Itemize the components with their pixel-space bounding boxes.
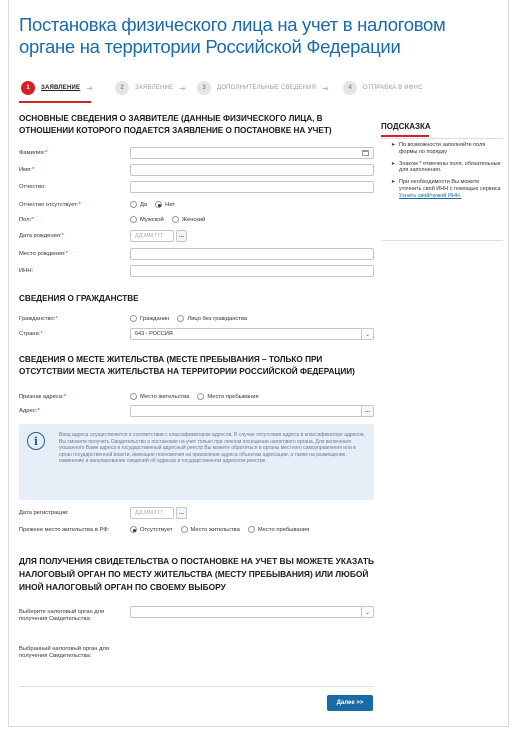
page-container — [8, 0, 509, 727]
radio-prev-stay[interactable] — [248, 526, 255, 533]
step-3[interactable] — [197, 78, 329, 98]
hint-title-underline — [381, 135, 429, 137]
chosen-office-label: Выбранный налоговый орган для получения Свидетельства: — [19, 646, 109, 659]
prev-place-row — [19, 524, 369, 538]
chevron-down-icon[interactable]: ⌄ — [361, 607, 373, 617]
divider — [19, 686, 374, 687]
name-input[interactable] — [130, 164, 374, 176]
no-patronymic-yes-option[interactable]: Да — [130, 201, 147, 208]
patronymic-input[interactable] — [130, 181, 374, 193]
inn-input[interactable] — [130, 265, 374, 277]
radio-stay[interactable] — [197, 393, 204, 400]
birthplace-row — [19, 248, 369, 262]
surname-row — [19, 147, 369, 161]
reg-date-picker-button[interactable]: ... — [176, 507, 187, 519]
step-number: 2 — [115, 81, 129, 95]
section-residence-heading: СВЕДЕНИЯ О МЕСТЕ ЖИТЕЛЬСТВА (МЕСТЕ ПРЕБЫВАНИЯ – ТОЛЬКО ПРИ ОТСУТСТВИИ МЕСТА ЖИТЕЛЬСТВА НА ТЕРРИТОРИИ РОССИЙСКОЙ ФЕДЕРАЦИИ) — [19, 355, 355, 376]
surname-label: Фамилия:* — [19, 150, 48, 156]
radio-stateless[interactable] — [177, 315, 184, 322]
radio-residence[interactable] — [130, 393, 137, 400]
active-step-underline — [19, 101, 91, 103]
chosen-office-row — [19, 643, 369, 669]
no-patronymic-no-option[interactable]: Нет — [155, 201, 175, 208]
step-number: 4 — [343, 81, 357, 95]
hint-item: ➤ По возможности заполняйте поля формы по порядку — [381, 142, 503, 156]
chevron-down-icon[interactable]: ⌄ — [361, 329, 373, 339]
find-inn-link[interactable]: Узнать свой/чужой ИНН. — [399, 192, 462, 199]
page-title: Постановка физического лица на учет в налоговом органе на территории Российской Федерации — [19, 14, 446, 57]
info-icon: i — [27, 432, 45, 450]
prev-residence-option[interactable]: Место жительства — [181, 526, 240, 533]
radio-absent[interactable] — [130, 526, 137, 533]
gender-label: Пол:* — [19, 217, 34, 223]
step-4[interactable] — [343, 78, 423, 98]
hint-bottom-divider — [381, 240, 503, 241]
step-label: ОТПРАВКА В ИФНС — [363, 85, 423, 91]
citizenship-radios — [130, 315, 255, 322]
address-info-box — [19, 424, 374, 500]
choose-office-label: Выберите налоговый орган для получения Свидетельства: — [19, 609, 105, 622]
arrow-right-icon: ➔ — [86, 83, 93, 93]
address-row — [19, 405, 369, 419]
residence-option[interactable]: Место жительства — [130, 393, 189, 400]
patronymic-row — [19, 181, 369, 195]
step-number: 3 — [197, 81, 211, 95]
gender-radios — [130, 216, 213, 223]
choose-office-row — [19, 606, 369, 632]
inn-label: ИНН: — [19, 268, 34, 274]
radio-male[interactable] — [130, 216, 137, 223]
prev-stay-option[interactable]: Место пребывания — [248, 526, 309, 533]
no-patronymic-label: Отчество отсутствует:* — [19, 202, 81, 208]
arrow-right-icon: ➔ — [179, 83, 186, 93]
birthdate-label: Дата рождения:* — [19, 233, 64, 239]
inn-row — [19, 265, 369, 279]
gender-male-option[interactable]: Мужской — [130, 216, 164, 223]
birthdate-picker-button[interactable]: ... — [176, 230, 187, 242]
hint-item: ➤ Знаком * отмечены поля, обязательные для заполнения. — [381, 161, 503, 175]
country-row — [19, 328, 369, 342]
birthplace-label: Место рождения:* — [19, 251, 68, 257]
hint-divider — [381, 138, 503, 139]
reg-date-label: Дата регистрации: — [19, 510, 69, 516]
wizard-steps — [19, 78, 499, 98]
birthdate-input[interactable]: ДД.ММ.ГГГ — [130, 230, 174, 242]
no-patronymic-row — [19, 199, 369, 213]
step-label: ЗАЯВЛЕНИЕ — [41, 85, 81, 91]
prev-place-label: Прежнее место жительства в РФ: — [19, 527, 110, 533]
hint-item: ➤ При необходимости Вы можете уточнить свой ИНН с помощью сервиса Узнать свой/чужой ИНН. — [381, 179, 503, 199]
address-type-row — [19, 391, 369, 405]
name-label: Имя:* — [19, 167, 35, 173]
citizenship-label: Гражданство:* — [19, 316, 58, 322]
prev-absent-option[interactable]: Отсутствует — [130, 526, 173, 533]
stateless-option[interactable]: Лицо без гражданства — [177, 315, 247, 322]
radio-female[interactable] — [172, 216, 179, 223]
step-label: ДОПОЛНИТЕЛЬНЫЕ СВЕДЕНИЯ — [217, 85, 317, 91]
name-row — [19, 164, 369, 178]
prev-place-radios — [130, 526, 317, 533]
reg-date-input[interactable]: ДД.ММ.ГГГ — [130, 507, 174, 519]
hint-title: ПОДСКАЗКА — [381, 122, 431, 131]
country-label: Страна:* — [19, 331, 43, 337]
step-label: ЗАЯВЛЕНИЕ — [135, 85, 174, 91]
patronymic-label: Отчество: — [19, 184, 46, 190]
stay-option[interactable]: Место пребывания — [197, 393, 258, 400]
address-type-radios — [130, 393, 267, 400]
no-patronymic-radios — [130, 201, 183, 208]
arrow-right-icon: ➔ — [322, 83, 329, 93]
surname-input[interactable] — [130, 147, 374, 159]
address-label: Адрес:* — [19, 408, 40, 414]
step-number: 1 — [21, 81, 35, 95]
gender-row — [19, 214, 369, 228]
radio-citizen[interactable] — [130, 315, 137, 322]
radio-no[interactable] — [155, 201, 162, 208]
birthdate-row — [19, 230, 369, 244]
keyboard-icon[interactable] — [362, 150, 369, 156]
section-applicant-heading: ОСНОВНЫЕ СВЕДЕНИЯ О ЗАЯВИТЕЛЕ (ДАННЫЕ ФИЗИЧЕСКОГО ЛИЦА, В ОТНОШЕНИИ КОТОРОГО ПОДАЕТСЯ ЗАЯВЛЕНИЕ О ПОСТАНОВКЕ НА УЧЕТ) — [19, 114, 332, 135]
citizenship-row — [19, 313, 369, 327]
address-input[interactable] — [130, 405, 374, 417]
section-citizenship-heading: СВЕДЕНИЯ О ГРАЖДАНСТВЕ — [19, 294, 139, 303]
step-1[interactable] — [21, 78, 93, 98]
step-2[interactable] — [115, 78, 186, 98]
birthplace-input[interactable] — [130, 248, 374, 260]
hint-list — [381, 142, 503, 205]
address-picker-button[interactable]: ... — [361, 406, 373, 416]
address-type-label: Признак адреса:* — [19, 394, 66, 400]
gender-female-option[interactable]: Женский — [172, 216, 206, 223]
next-button[interactable]: Далее >> — [327, 695, 373, 711]
address-info-text: Ввод адреса осуществляется в соответствии с классификатором адресов. В случае отсутствия адреса в классификаторе адресов, Вы сможете получить Свидетельство о постановке на учет только при личном посещении налогового органа. Для включения указанного Вами адреса в государственный адресный реестр Вы можете обратиться в органы местного самоуправления или в орган государственной власти, имеющие полномочия на присвоение адреса объектам адресации, а также на размещение, изменение и аннулирование сведений об адресах в государственном адресном реестре. — [59, 432, 365, 465]
reg-date-row — [19, 507, 369, 521]
citizen-option[interactable]: Гражданин — [130, 315, 169, 322]
section-tax-office-heading: ДЛЯ ПОЛУЧЕНИЯ СВИДЕТЕЛЬСТВА О ПОСТАНОВКЕ НА УЧЕТ ВЫ МОЖЕТЕ УКАЗАТЬ НАЛОГОВЫЙ ОРГАН ПО МЕСТУ ЖИТЕЛЬСТВА (МЕСТУ ПРЕБЫВАНИЯ) ИЛИ ЛЮБОЙ ИНОЙ НАЛОГОВЫЙ ОРГАН ПО СВОЕМУ ВЫБОРУ — [19, 556, 375, 592]
tax-office-select[interactable] — [130, 606, 374, 618]
radio-prev-residence[interactable] — [181, 526, 188, 533]
hint-sidebar — [381, 112, 503, 199]
radio-yes[interactable] — [130, 201, 137, 208]
country-select[interactable]: 643 - РОССИЯ ⌄ — [130, 328, 374, 340]
